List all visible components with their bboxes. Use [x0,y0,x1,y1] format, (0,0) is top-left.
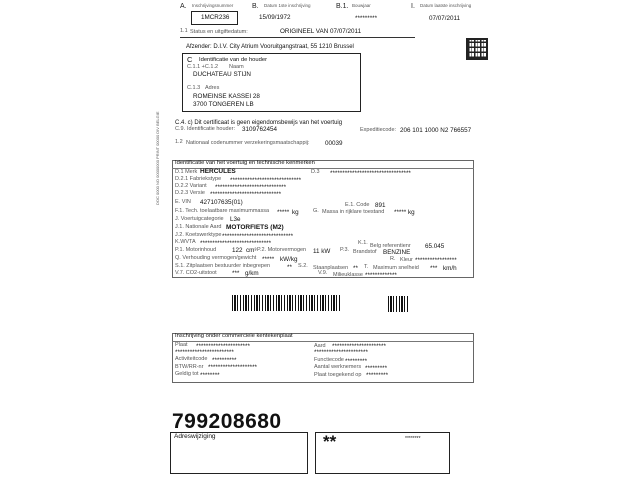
j-label: J. Voertuigcategorie [175,216,224,222]
employees-label: Aantal werknemers [314,364,362,370]
d21-label: D.2.1 Fabriekstype [175,176,222,182]
barcode-main [232,295,340,311]
plate-assigned-value: ********* [366,372,389,379]
t-unit: km/h [443,265,457,272]
holder-letter: C [187,55,193,64]
commercial-row2-right: ********************** [314,349,368,356]
side-print-text: DOC 0000 NO 00000000 PRINT 00000 DIV BELGIE [155,111,160,205]
commercial-title: Inschrijving onder commerciele kentekenplaat [175,333,293,339]
holder-address-label: Adres [205,85,220,91]
v7-unit: g/km [245,270,259,277]
p3-value: BENZINE [383,249,411,256]
holder-city: 3700 TONGEREN LB [193,101,254,108]
function-code-value: ********* [345,358,368,365]
holder-id-code: C.9. [175,126,186,132]
p2-value: 11 kW [313,248,331,255]
vat-label: BTW/RR-nr [175,364,204,370]
j1-value: MOTORFIETS (M2) [226,224,284,231]
status-value: ORIGINEEL VAN 07/07/2011 [280,28,362,35]
p1-value: 122 [232,247,243,254]
g-label: G. [313,208,319,214]
vehicle-make: HERCULES [200,168,236,175]
status-label: Status en uitgiftedatum: [190,29,248,35]
d23-label: D.2.3 Versie [175,190,205,196]
commercial-aard-label: Aard [314,343,326,349]
r-label: R. [390,256,396,262]
expedition-label: Expeditiecode: [360,127,397,133]
v9-label: V.9. [318,270,328,276]
p3-text: Brandstof [353,249,377,255]
d22-label: D.2.2 Variant [175,183,207,189]
barcode-small [388,296,410,312]
t-label: T. [364,264,369,270]
plate-box [191,11,238,25]
commercial-title-divider [172,341,474,342]
t-value: *** [430,265,438,272]
g-unit: kg [408,209,415,216]
employees-value: ********* [365,365,388,372]
q-value: ***** [262,256,275,263]
commercial-aard-value: ********************** [332,343,386,350]
field-a-letter: A. [180,3,187,10]
d21-value: ***************************** [230,177,302,184]
sticker-stars: ** [323,432,337,451]
k1-text: Belg referentienr [370,243,411,249]
field-b-letter: B. [252,3,259,10]
f1-label: F.1. Tech. toelaatbare maximummassa [175,208,270,214]
d3-label: D.3 [311,169,320,175]
q-label: Q. Verhouding vermogen/gewicht [175,255,257,261]
s2-text: Staanplaatsen [313,265,349,271]
insurance-code-value: 00039 [325,140,343,147]
g-text: Massa in rijklare toestand [322,209,385,215]
valid-until-label: Geldig tot [175,371,199,377]
holder-name-code: C.1.1 +C.1.2 [187,64,219,70]
r-value: ***************** [415,257,457,264]
p2-label: P.2. Motorvermogen [257,247,307,253]
j-value: L3e [230,216,241,223]
last-registration-date: 07/07/2011 [429,15,461,22]
function-code-label: Functiecode [314,357,344,363]
field-i-letter: I. [411,3,415,10]
insurance-code-num: 1.2 [175,139,183,145]
plate-assigned-label: Plaat toegekend op [314,372,362,378]
d22-value: ***************************** [215,184,287,191]
s2-value: ** [353,265,358,272]
holder-title: Identificatie van de houder [199,57,268,63]
commercial-plate-value: ********************** [196,343,250,350]
e1-value: 891 [375,202,386,209]
registration-plate: 1MCR236 [201,14,230,21]
v7-value: *** [232,270,240,277]
k1-value: 65.045 [425,243,445,250]
d3-value: ********************************* [330,170,411,177]
d1-label: D.1 Merk [175,169,198,175]
qr-code-icon [466,38,488,60]
v9-value: ************* [365,272,397,279]
g-value: ***** [394,209,407,216]
document-number: 799208680 [172,410,282,433]
activity-code-label: Activiteitcode [175,356,208,362]
status-code: 1.1 [180,28,188,34]
insurance-code-label: Nationaal codenummer verzekeringsmaatschappij: [186,140,310,146]
field-i-label: Datum laatste inschrijving [420,3,472,8]
s1-label: S.1. Zitplaatsen bestuurder inbegrepen [175,263,271,269]
s2-label: S.2. [298,263,308,269]
s1-value: ** [287,264,292,271]
sticker-small-label: ******** [405,436,421,442]
build-year: ********* [355,15,378,22]
vat-value: ******************** [208,364,258,371]
vin-label: E. VIN [175,199,191,205]
k1-label: K.1. [358,240,368,246]
vehicle-section-title: Identificatie van het voertuig en technische kenmerken [175,160,315,166]
field-b1-label: Bouwjaar [352,3,371,8]
k-label: K.WVTA [175,239,196,245]
vin-value: 427107635(01) [200,199,243,206]
address-change-label: Adreswijziging [174,433,216,440]
status-underline [180,37,415,38]
commercial-plate-label: Plaat [175,342,188,348]
e1-label: E.1. Code [345,202,370,208]
field-a-label: Inschrijvingsnummer [192,3,234,8]
k-value: ***************************** [200,240,272,247]
field-b-label: Datum 1ste inschrijving [264,3,311,8]
commercial-row2-left: ************************ [175,349,234,356]
holder-address-code: C.1.3 [187,85,201,91]
first-registration-date: 15/09/1972 [259,14,291,21]
expedition-code: 206 101 1000 N2 766557 [400,127,472,134]
f1-value: ***** [277,209,290,216]
p1-label: P.1. Motorinhoud [175,247,217,253]
holder-id-label: Identificatie houder: [187,126,236,132]
d23-value: ***************************** [210,191,282,198]
p3-label: P.3. [340,247,350,253]
activity-code-value: ********** [212,357,237,364]
j2-label: J.2. Koetswerktype [175,232,222,238]
r-text: Kleur [400,257,413,263]
sender-line: Afzender: D.I.V. City Atrium Vooruitgangstraat, 55 1210 Brussel [186,44,354,50]
v9-text: Milieuklasse [333,272,363,278]
holder-id-value: 3109762454 [242,126,278,133]
j2-value: ***************************** [222,233,294,240]
holder-name: DUCHATEAU STIJN [193,71,251,78]
j1-label: J.1. Nationale Aard [175,224,222,230]
v7-label: V.7. CO2-uitstoot [175,270,217,276]
holder-name-label: Naam [229,64,244,70]
f1-unit: kg [292,209,299,216]
t-text: Maximum snelheid [373,265,419,271]
field-b1-letter: B.1. [336,3,349,10]
certificate-notice: C.4. c) Dit certificaat is geen eigendomsbewijs van het voertuig [175,120,343,126]
valid-until-value: ******** [200,372,220,379]
p1-unit: cm³ [246,247,257,254]
q-unit: kW/kg [280,256,298,263]
holder-street: ROMEINSE KASSEI 28 [193,93,260,100]
